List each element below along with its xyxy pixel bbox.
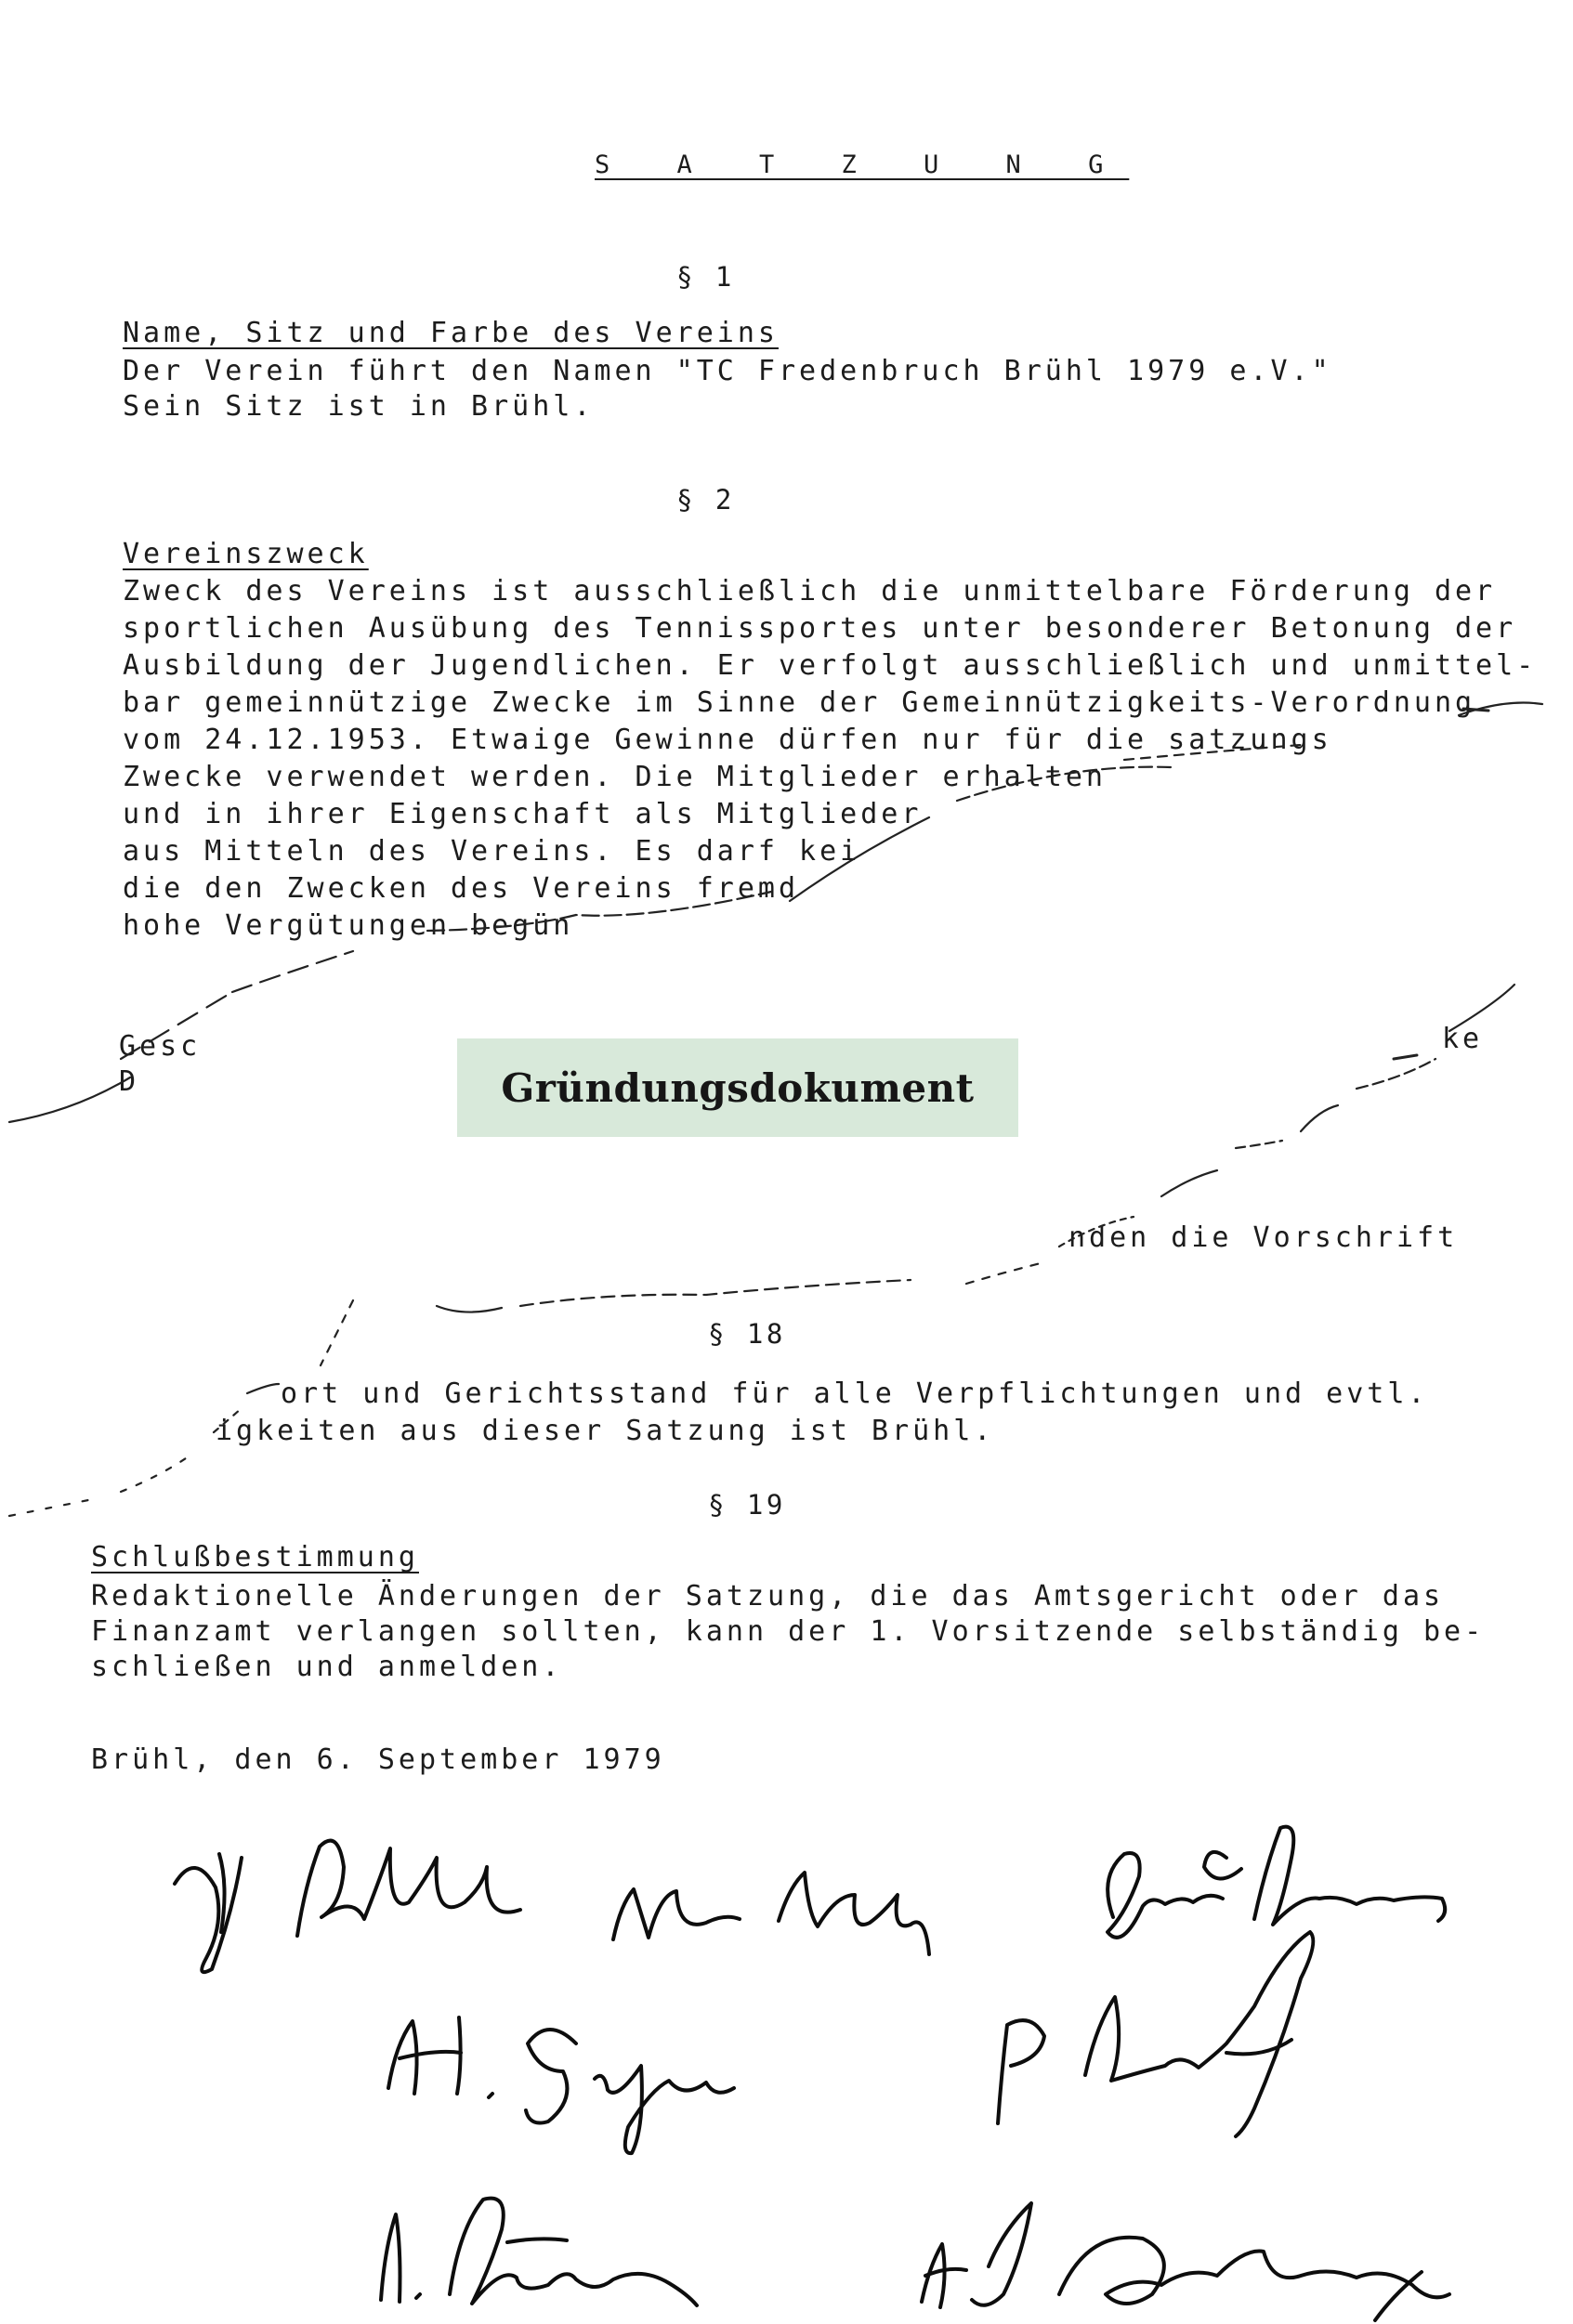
signature-2: [613, 1873, 929, 1954]
section-19-number: § 19: [708, 1489, 786, 1521]
signature-3: [1108, 1827, 1445, 1938]
body-line: und in ihrer Eigenschaft als Mitglieder: [123, 798, 923, 830]
stamp-label: Gründungsdokument: [501, 1064, 975, 1111]
section-1-number: § 1: [676, 261, 735, 293]
fragment-text: nden die Vorschrift: [1068, 1221, 1459, 1254]
body-line: Redaktionelle Änderungen der Satzung, die das Amtsgericht oder das: [91, 1580, 1445, 1612]
body-line: Zweck des Vereins ist ausschließlich die unmittelbare Förderung der: [123, 575, 1497, 607]
body-line: vom 24.12.1953. Etwaige Gewinne dürfen nur für die satzungs: [123, 724, 1332, 756]
body-line: bar gemeinnützige Zwecke im Sinne der Gemeinnützigkeits-Verordnung: [123, 686, 1476, 719]
document-title: S A T Z U N G: [595, 150, 1130, 179]
fragment-text: Gesc: [119, 1030, 202, 1063]
body-line: schließen und anmelden.: [91, 1651, 563, 1683]
date-line: Brühl, den 6. September 1979: [91, 1743, 665, 1776]
body-line: die den Zwecken des Vereins fremd: [123, 872, 800, 905]
body-line: Der Verein führt den Namen "TC Fredenbruch Brühl 1979 e.V.": [123, 355, 1332, 387]
body-line: Finanzamt verlangen sollten, kann der 1. Vorsitzende selbständig be-: [91, 1615, 1486, 1648]
signature-4: [388, 2017, 734, 2153]
signature-5: [998, 1932, 1313, 2136]
fragment-text: D: [119, 1065, 140, 1098]
section-1-heading: Name, Sitz und Farbe des Vereins: [123, 317, 779, 349]
signature-7: [922, 2203, 1449, 2320]
body-line: ort und Gerichtsstand für alle Verpflichtungen und evtl.: [281, 1377, 1429, 1410]
body-line: igkeiten aus dieser Satzung ist Brühl.: [216, 1415, 995, 1447]
body-line: Zwecke verwendet werden. Die Mitglieder erhalten: [123, 761, 1107, 793]
signature-1: [175, 1841, 520, 1973]
section-2-number: § 2: [676, 484, 735, 516]
section-2-heading: Vereinszweck: [123, 538, 369, 570]
body-line: aus Mitteln des Vereins. Es darf kei: [123, 835, 861, 868]
body-line: hohe Vergütungen begün: [123, 909, 574, 942]
body-line: Sein Sitz ist in Brühl.: [123, 390, 595, 423]
body-line: Ausbildung der Jugendlichen. Er verfolgt ausschließlich und unmittel-: [123, 649, 1538, 682]
section-18-number: § 18: [708, 1318, 786, 1350]
fragment-text: ke: [1442, 1023, 1484, 1055]
section-19-heading: Schlußbestimmung: [91, 1541, 419, 1573]
body-line: sportlichen Ausübung des Tennissportes unter besonderer Betonung der: [123, 612, 1517, 645]
signature-6: [381, 2199, 697, 2305]
